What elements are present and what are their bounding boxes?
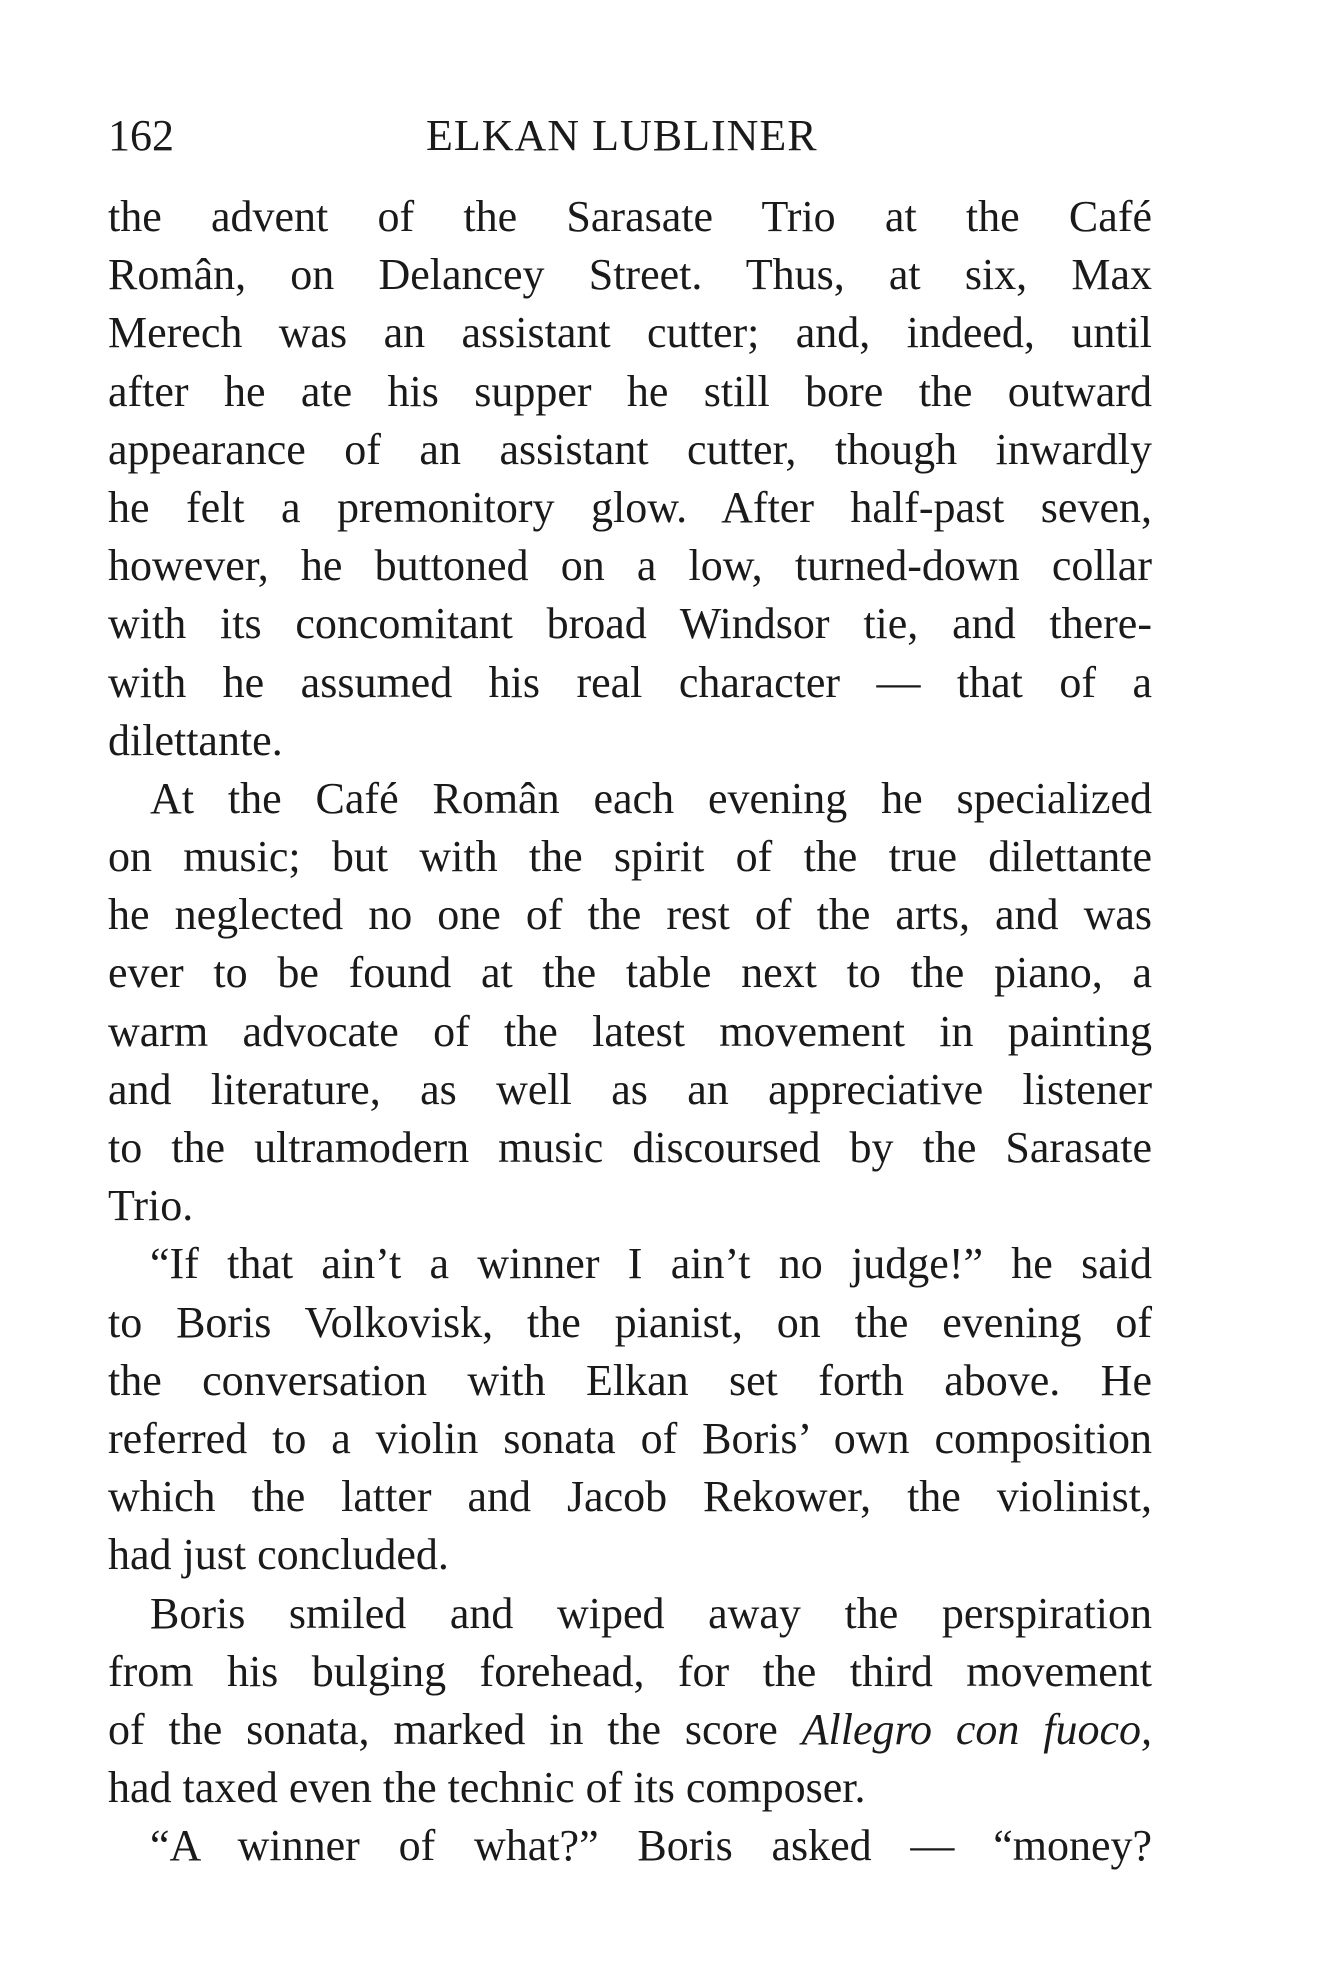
text-line: Trio. [108,1181,194,1231]
text-line: on music; but with the spirit of the true dilettante [108,832,1152,882]
text-line: the advent of the Sarasate Trio at the Café [108,192,1152,241]
text-line: which the latter and Jacob Rekower, the violinist, [108,1472,1152,1522]
text-line: Merech was an assistant cutter; and, indeed, until [108,308,1152,358]
text-line: appearance of an assistant cutter, though inwardly [108,424,1152,474]
text-line-with-italic [108,1701,1152,1759]
text-line: dilettante. [108,715,283,765]
text-line: with he assumed his real character — that of a [108,657,1152,707]
text-line: to the ultramodern music discoursed by the Sarasate [108,1123,1152,1172]
page-number: 162 [108,111,174,160]
running-head [108,108,1152,164]
text-line: warm advocate of the latest movement in painting [108,1006,1152,1056]
paragraph-start-line: “If that ain’t a winner I ain’t no judge!” he said [150,1239,1152,1289]
text-line: had just concluded. [108,1530,449,1580]
italic-tempo-marking: Allegro con fuoco, [801,1704,1153,1754]
text-line: had taxed even the technic of its composer. [108,1763,866,1813]
paragraph-start-line: “A winner of what?” Boris asked — “money? [150,1821,1152,1871]
text-run: of the sonata, marked in the score [108,1704,778,1754]
text-line: referred to a violin sonata of Boris’ own composition [108,1413,1152,1463]
text-line: the conversation with Elkan set forth above. He [108,1355,1152,1405]
text-line: ever to be found at the table next to the piano, a [108,948,1152,998]
running-title: ELKAN LUBLINER [426,111,818,160]
text-line: Român, on Delancey Street. Thus, at six, Max [108,250,1152,300]
paragraph-start-line: Boris smiled and wiped away the perspiration [150,1588,1152,1638]
text-line: he neglected no one of the rest of the arts, and was [108,890,1152,940]
text-line: he felt a premonitory glow. After half-past seven, [108,482,1152,532]
text-line: after he ate his supper he still bore the outward [108,366,1152,416]
text-line: to Boris Volkovisk, the pianist, on the evening of [108,1297,1152,1347]
text-line: however, he buttoned on a low, turned-down collar [108,541,1152,591]
body-text [108,188,1152,1875]
text-line: from his bulging forehead, for the third movement [108,1646,1152,1696]
text-line: with its concomitant broad Windsor tie, and there- [108,599,1152,649]
paragraph-start-line: At the Café Român each evening he specialized [150,773,1152,823]
text-line: and literature, as well as an appreciative listener [108,1064,1152,1114]
